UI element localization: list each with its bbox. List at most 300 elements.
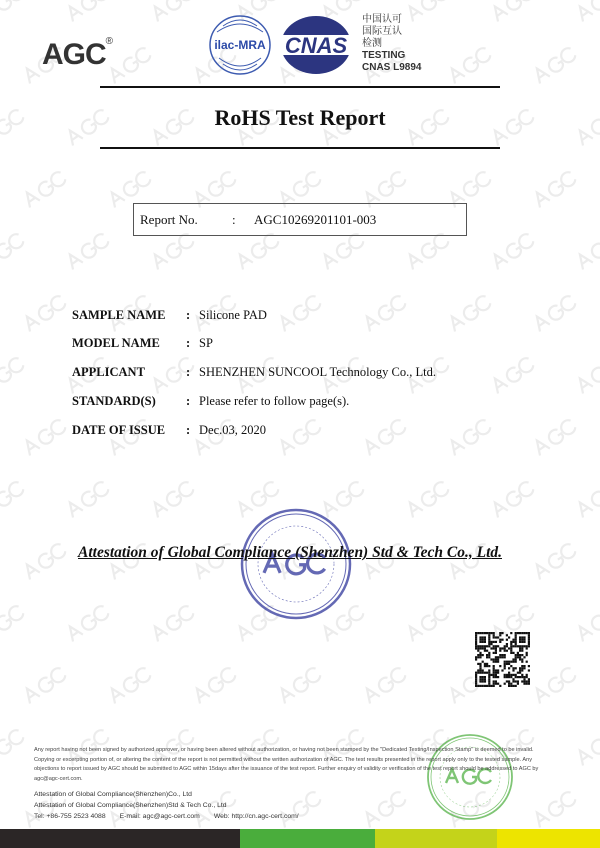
qr-module — [488, 672, 490, 674]
qr-module — [523, 636, 525, 638]
footer-bar-green — [240, 829, 375, 848]
qr-module — [479, 678, 481, 680]
footer-email: E-mail: agc@agc-cert.com — [119, 813, 200, 820]
qr-module — [515, 643, 517, 645]
qr-module — [526, 647, 528, 649]
ilac-logo-text: ilac-MRA — [214, 38, 266, 52]
cnas-line: 检测 — [362, 38, 382, 49]
qr-module — [488, 652, 490, 654]
qr-module — [499, 634, 501, 636]
qr-module — [484, 665, 486, 667]
watermark-mark — [65, 480, 110, 518]
qr-module — [512, 652, 514, 654]
qr-module — [510, 683, 512, 685]
qr-module — [482, 632, 484, 634]
watermark-mark — [235, 232, 280, 270]
qr-module — [515, 680, 517, 682]
qr-module — [521, 674, 523, 676]
qr-module — [528, 680, 530, 682]
watermark-mark — [362, 790, 407, 828]
qr-code — [475, 632, 530, 687]
field-value: SP — [199, 336, 213, 350]
qr-module — [521, 667, 523, 669]
qr-module — [475, 680, 477, 682]
qr-module — [526, 680, 528, 682]
qr-module — [512, 667, 514, 669]
qr-module — [519, 672, 521, 674]
qr-module — [506, 661, 508, 663]
qr-module — [488, 641, 490, 643]
watermark-mark — [532, 790, 577, 828]
qr-module — [479, 676, 481, 678]
qr-module — [479, 654, 481, 656]
watermark-mark — [490, 480, 535, 518]
qr-module — [479, 663, 481, 665]
qr-module — [495, 641, 497, 643]
qr-module — [486, 654, 488, 656]
watermark-mark — [65, 232, 110, 270]
watermark-mark — [575, 232, 600, 270]
qr-module — [515, 654, 517, 656]
qr-module — [510, 650, 512, 652]
watermark-mark — [192, 666, 237, 704]
qr-module — [488, 683, 490, 685]
qr-module — [521, 636, 523, 638]
qr-module — [501, 647, 503, 649]
qr-module — [504, 661, 506, 663]
ilac-mra-logo — [205, 14, 275, 76]
qr-module — [495, 658, 497, 660]
qr-module — [517, 654, 519, 656]
qr-module — [515, 674, 517, 676]
qr-module — [506, 663, 508, 665]
qr-module — [499, 647, 501, 649]
qr-module — [510, 645, 512, 647]
qr-module — [475, 658, 477, 660]
qr-module — [508, 674, 510, 676]
qr-module — [515, 636, 517, 638]
qr-module — [493, 647, 495, 649]
qr-module — [495, 683, 497, 685]
qr-module — [526, 654, 528, 656]
footer-tel: Tel: +86-755 2523 4088 — [34, 813, 106, 820]
qr-module — [493, 669, 495, 671]
qr-module — [486, 685, 488, 687]
qr-module — [499, 656, 501, 658]
footer-contact — [34, 789, 313, 822]
qr-module — [526, 632, 528, 634]
watermark-mark — [532, 46, 577, 84]
qr-module — [495, 647, 497, 649]
qr-module — [508, 636, 510, 638]
qr-module — [504, 667, 506, 669]
qr-module — [475, 683, 477, 685]
qr-module — [515, 634, 517, 636]
qr-module — [493, 674, 495, 676]
watermark-mark — [320, 232, 365, 270]
cnas-logo-text: CNAS — [284, 33, 348, 58]
cnas-line: CNAS L9894 — [362, 62, 422, 73]
qr-module — [490, 647, 492, 649]
watermark-mark — [22, 170, 67, 208]
qr-module — [517, 680, 519, 682]
qr-module — [482, 641, 484, 643]
field-applicant — [72, 365, 512, 381]
watermark-mark — [532, 170, 577, 208]
qr-module — [504, 654, 506, 656]
qr-module — [515, 632, 517, 634]
qr-module — [519, 654, 521, 656]
qr-module — [479, 685, 481, 687]
qr-module — [486, 632, 488, 634]
qr-module — [512, 685, 514, 687]
qr-module — [521, 661, 523, 663]
colon: : — [186, 394, 191, 408]
qr-module — [495, 676, 497, 678]
watermark-mark — [277, 666, 322, 704]
qr-module — [523, 645, 525, 647]
report-number-box — [133, 203, 467, 236]
watermark-mark — [575, 604, 600, 642]
qr-module — [477, 663, 479, 665]
qr-module — [495, 669, 497, 671]
watermark-mark — [362, 666, 407, 704]
qr-module — [493, 680, 495, 682]
qr-module — [499, 654, 501, 656]
qr-module — [482, 669, 484, 671]
qr-module — [488, 676, 490, 678]
qr-module — [486, 650, 488, 652]
qr-module — [497, 672, 499, 674]
cnas-line: 中国认可 — [362, 14, 402, 25]
qr-module — [528, 636, 530, 638]
qr-module — [508, 683, 510, 685]
watermark-mark — [22, 666, 67, 704]
field-standards — [72, 394, 512, 410]
qr-module — [521, 647, 523, 649]
qr-module — [479, 647, 481, 649]
qr-module — [508, 663, 510, 665]
qr-module — [512, 674, 514, 676]
qr-module — [488, 656, 490, 658]
qr-module — [482, 639, 484, 641]
qr-module — [484, 663, 486, 665]
qr-module — [523, 678, 525, 680]
qr-module — [523, 680, 525, 682]
qr-module — [508, 661, 510, 663]
qr-module — [475, 632, 477, 634]
qr-module — [493, 685, 495, 687]
agc-logo-text: AGC — [42, 38, 106, 71]
watermark-mark — [107, 46, 152, 84]
qr-module — [510, 647, 512, 649]
qr-module — [515, 676, 517, 678]
qr-module — [517, 683, 519, 685]
qr-module — [488, 678, 490, 680]
qr-module — [493, 665, 495, 667]
qr-module — [501, 656, 503, 658]
qr-module — [499, 685, 501, 687]
qr-module — [512, 658, 514, 660]
field-value: Silicone PAD — [199, 308, 267, 322]
blue-company-stamp — [240, 508, 352, 620]
field-label: MODEL NAME — [72, 336, 160, 350]
qr-module — [504, 665, 506, 667]
qr-module — [517, 632, 519, 634]
qr-module — [497, 656, 499, 658]
qr-module — [506, 634, 508, 636]
qr-module — [482, 636, 484, 638]
qr-module — [512, 678, 514, 680]
qr-module — [486, 656, 488, 658]
qr-module — [515, 639, 517, 641]
qr-module — [482, 678, 484, 680]
qr-module — [504, 647, 506, 649]
watermark-mark — [150, 232, 195, 270]
qr-module — [508, 685, 510, 687]
qr-module — [508, 647, 510, 649]
qr-module — [521, 676, 523, 678]
colon: : — [186, 365, 191, 379]
qr-module — [508, 667, 510, 669]
footer-bar-lime — [375, 829, 497, 848]
qr-module — [479, 667, 481, 669]
qr-module — [508, 672, 510, 674]
qr-module — [510, 674, 512, 676]
qr-module — [528, 634, 530, 636]
qr-module — [493, 641, 495, 643]
qr-module — [510, 652, 512, 654]
cnas-line: 国际互认 — [362, 26, 402, 37]
qr-module — [497, 658, 499, 660]
qr-module — [486, 645, 488, 647]
watermark-mark — [22, 542, 67, 580]
footer-bar-yellow — [497, 829, 600, 848]
qr-module — [479, 636, 481, 638]
qr-module — [512, 641, 514, 643]
qr-module — [528, 678, 530, 680]
qr-module — [475, 641, 477, 643]
qr-module — [519, 656, 521, 658]
qr-module — [499, 632, 501, 634]
qr-module — [519, 645, 521, 647]
field-value: Please refer to follow page(s). — [199, 394, 350, 408]
qr-module — [510, 632, 512, 634]
qr-module — [479, 645, 481, 647]
qr-module — [479, 665, 481, 667]
qr-module — [499, 641, 501, 643]
qr-module — [526, 645, 528, 647]
qr-module — [482, 661, 484, 663]
qr-module — [477, 654, 479, 656]
watermark-mark — [107, 666, 152, 704]
registered-mark: ® — [105, 36, 113, 47]
qr-module — [510, 685, 512, 687]
footer-company-line: Attestation of Global Compliance(Shenzhen)Std & Tech Co., Ltd — [34, 802, 227, 809]
watermark-mark — [575, 728, 600, 766]
watermark-mark — [532, 418, 577, 456]
watermark-mark — [405, 232, 450, 270]
disclaimer-text: Any report having not been signed by authorized approver, or having been altered without authorization, or having not been stamped by the "Dedicated Testing/Inspection Stamp" is deemed to be invalid. Copying or excerpting portion of, or altering the content of the report is not permitted without the written authorization of AGC. The test results presented in the report apply only to the tested sample. Any objections to report issued by AGC should be submitted to AGC within 15days after the issuance of the test report. Further enquiry of validity or verification of the test report should be addressed to AGC by agc@agc-cert.com. — [34, 747, 539, 782]
qr-module — [515, 645, 517, 647]
qr-module — [475, 656, 477, 658]
qr-module — [493, 634, 495, 636]
footer-web: Web: http://cn.agc-cert.com/ — [213, 813, 299, 820]
qr-module — [490, 685, 492, 687]
qr-module — [479, 632, 481, 634]
qr-module — [493, 636, 495, 638]
qr-module — [506, 645, 508, 647]
field-label: APPLICANT — [72, 365, 145, 379]
qr-module — [475, 647, 477, 649]
qr-module — [493, 658, 495, 660]
qr-module — [475, 678, 477, 680]
watermark-mark — [405, 604, 450, 642]
qr-module — [479, 680, 481, 682]
qr-module — [523, 683, 525, 685]
qr-module — [517, 656, 519, 658]
qr-module — [484, 641, 486, 643]
top-divider — [100, 86, 500, 88]
qr-module — [482, 672, 484, 674]
qr-module — [484, 672, 486, 674]
qr-module — [475, 676, 477, 678]
qr-module — [510, 641, 512, 643]
qr-module — [519, 669, 521, 671]
qr-module — [477, 685, 479, 687]
qr-module — [526, 674, 528, 676]
qr-module — [484, 639, 486, 641]
qr-module — [475, 636, 477, 638]
watermark-mark — [575, 0, 600, 22]
qr-module — [515, 641, 517, 643]
qr-module — [504, 650, 506, 652]
qr-module — [528, 643, 530, 645]
qr-module — [504, 645, 506, 647]
qr-module — [504, 656, 506, 658]
qr-module — [519, 658, 521, 660]
qr-module — [479, 669, 481, 671]
qr-module — [486, 665, 488, 667]
company-name: Attestation of Global Compliance (Shenzhen) Std & Tech Co., Ltd. — [78, 544, 502, 561]
agc-logo — [42, 38, 112, 72]
watermark-mark — [0, 604, 25, 642]
qr-module — [493, 683, 495, 685]
qr-module — [493, 632, 495, 634]
watermark-mark — [490, 0, 535, 22]
qr-module — [477, 650, 479, 652]
watermark-mark — [0, 0, 25, 22]
qr-module — [501, 669, 503, 671]
qr-module — [493, 672, 495, 674]
qr-module — [488, 654, 490, 656]
qr-module — [506, 680, 508, 682]
qr-module — [501, 639, 503, 641]
qr-module — [523, 656, 525, 658]
title-divider — [100, 147, 500, 149]
colon: : — [186, 423, 191, 437]
qr-module — [484, 632, 486, 634]
qr-module — [521, 650, 523, 652]
watermark-mark — [150, 0, 195, 22]
qr-module — [495, 674, 497, 676]
qr-module — [506, 674, 508, 676]
qr-module — [484, 680, 486, 682]
qr-module — [506, 650, 508, 652]
qr-module — [510, 661, 512, 663]
watermark-mark — [575, 356, 600, 394]
qr-module — [490, 643, 492, 645]
watermark-mark — [405, 480, 450, 518]
qr-module — [528, 665, 530, 667]
qr-module — [523, 665, 525, 667]
qr-module — [482, 680, 484, 682]
qr-module — [528, 683, 530, 685]
qr-module — [517, 676, 519, 678]
qr-module — [512, 661, 514, 663]
qr-module — [482, 647, 484, 649]
qr-module — [493, 652, 495, 654]
qr-module — [528, 645, 530, 647]
watermark-mark — [22, 294, 67, 332]
qr-module — [488, 669, 490, 671]
qr-module — [528, 632, 530, 634]
qr-module — [499, 650, 501, 652]
qr-module — [506, 643, 508, 645]
qr-module — [493, 667, 495, 669]
qr-module — [493, 661, 495, 663]
qr-module — [512, 639, 514, 641]
qr-module — [515, 658, 517, 660]
qr-module — [506, 676, 508, 678]
qr-module — [482, 685, 484, 687]
qr-module — [528, 639, 530, 641]
qr-module — [497, 676, 499, 678]
qr-module — [495, 652, 497, 654]
qr-module — [519, 650, 521, 652]
qr-module — [495, 636, 497, 638]
qr-module — [495, 672, 497, 674]
qr-module — [519, 636, 521, 638]
watermark-mark — [65, 604, 110, 642]
watermark-mark — [490, 232, 535, 270]
qr-module — [493, 645, 495, 647]
qr-module — [475, 634, 477, 636]
qr-module — [484, 678, 486, 680]
qr-module — [519, 667, 521, 669]
qr-module — [475, 645, 477, 647]
qr-module — [486, 672, 488, 674]
field-sample-name — [72, 308, 512, 324]
qr-module — [482, 676, 484, 678]
qr-module — [499, 639, 501, 641]
page-title: RoHS Test Report — [214, 105, 386, 130]
qr-module — [477, 645, 479, 647]
qr-module — [519, 639, 521, 641]
footer-company-line: Attestation of Global Compliance(Shenzhen)Co., Ltd — [34, 791, 192, 798]
field-label: SAMPLE NAME — [72, 308, 166, 322]
qr-module — [519, 632, 521, 634]
qr-module — [521, 658, 523, 660]
qr-module — [510, 643, 512, 645]
qr-module — [517, 672, 519, 674]
qr-module — [495, 680, 497, 682]
watermark-mark — [575, 480, 600, 518]
qr-module — [479, 672, 481, 674]
qr-module — [479, 641, 481, 643]
field-value: Dec.03, 2020 — [199, 423, 266, 437]
report-number-value: AGC10269201101-003 — [254, 212, 377, 227]
